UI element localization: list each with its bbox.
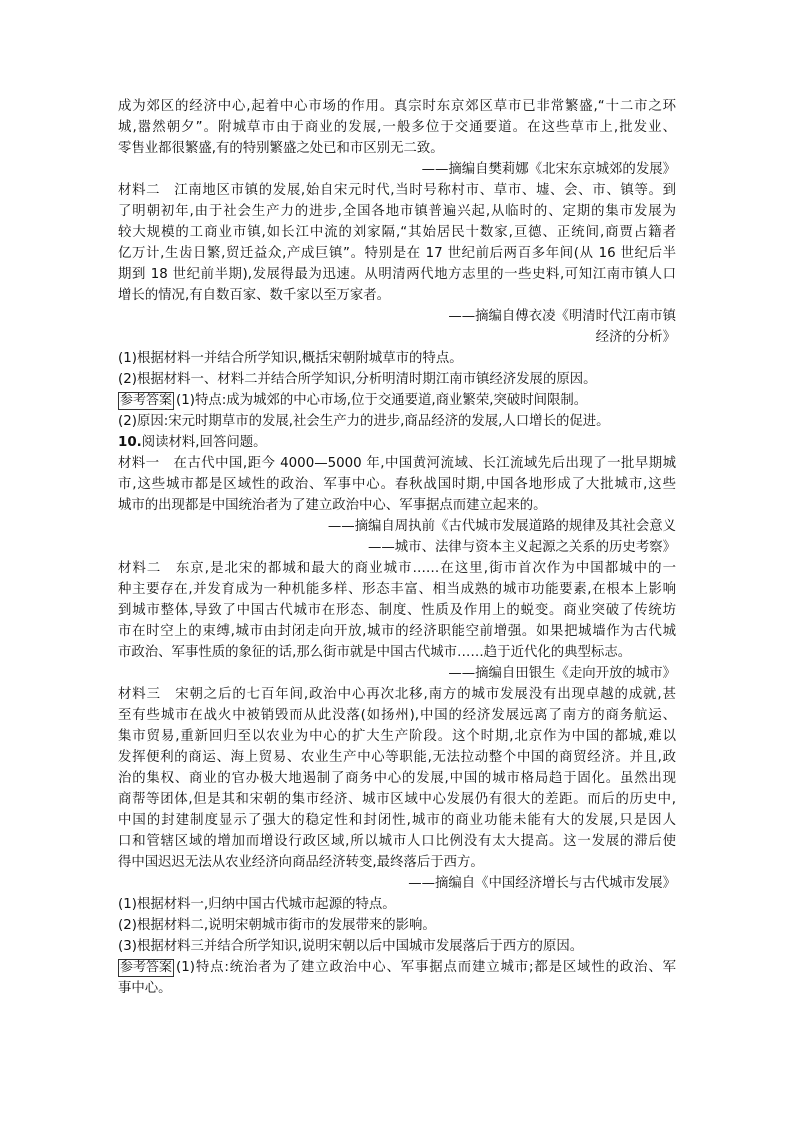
text-line — [118, 915, 676, 936]
text-line — [118, 579, 676, 600]
line-text: 零售业都很繁盛,有的特别繁盛之处已和市区别无二致。 — [118, 141, 444, 156]
text-line — [118, 537, 676, 558]
text-line — [118, 348, 676, 369]
question-heading — [118, 432, 676, 453]
text-line — [118, 831, 676, 852]
line-text: 种主要存在,并发育成为一种机能多样、形态丰富、相当成熟的城市功能要素,在根本上影响 — [118, 582, 676, 597]
text-line — [118, 747, 676, 768]
text-line — [118, 180, 676, 201]
text-line — [118, 516, 676, 537]
text-line — [118, 663, 676, 684]
text-line — [118, 285, 676, 306]
text-line — [118, 936, 676, 957]
text-line — [118, 117, 676, 138]
text-line — [118, 768, 676, 789]
text-line — [118, 201, 676, 222]
text-line — [118, 411, 676, 432]
text-line — [118, 306, 676, 327]
answer-line — [118, 390, 676, 411]
text-line — [118, 96, 676, 117]
line-text: ——摘编自傅衣凌《明清时代江南市镇 — [448, 309, 676, 324]
line-text: 城,嚣然朝夕”。附城草市由于商业的发展,一般多位于交通要道。在这些草市上,批发业、 — [118, 120, 676, 135]
text-line — [118, 978, 676, 999]
line-text: 亿万计,生齿日繁,贸迁益众,产成巨镇”。特别是在 17 世纪前后两百多年间(从 16 世纪后半 — [118, 246, 676, 261]
text-line — [118, 621, 676, 642]
line-text: (3)根据材料三并结合所学知识,说明宋朝以后中国城市发展落后于西方的原因。 — [118, 939, 584, 954]
line-text: ——摘编自田银生《走向开放的城市》 — [448, 666, 676, 681]
text-line — [118, 327, 676, 348]
document-page — [118, 96, 676, 999]
text-line — [118, 726, 676, 747]
line-text: (2)原因:宋元时期草市的发展,社会生产力的进步,商品经济的发展,人口增长的促进。 — [118, 414, 610, 429]
line-text: 市,这些城市都是区域性的政治、军事中心。春秋战国时期,中国各地形成了大批城市,这些 — [118, 477, 676, 492]
line-text: (1)根据材料一,归纳中国古代城市起源的特点。 — [118, 897, 396, 912]
text-line — [118, 789, 676, 810]
text-line — [118, 558, 676, 579]
line-text: 得中国迟迟无法从农业经济向商品经济转变,最终落后于西方。 — [118, 855, 484, 870]
text-line — [118, 810, 676, 831]
line-text: 商帮等团体,但是其和宋朝的集市经济、城市区域中心发展仍有很大的差距。而后的历史中, — [118, 792, 676, 807]
line-text: 口和管辖区域的增加而增设行政区域,所以城市人口比例没有太大提高。这一发展的滞后使 — [118, 834, 676, 849]
text-line — [118, 684, 676, 705]
line-text: 治的集权、商业的官办极大地遏制了商务中心的发展,中国的城市格局趋于固化。虽然出现 — [118, 771, 676, 786]
text-line — [118, 138, 676, 159]
text-line — [118, 642, 676, 663]
line-text: 阅读材料,回答问题。 — [141, 435, 267, 450]
text-line — [118, 600, 676, 621]
line-text: ——摘编自周执前《古代城市发展道路的规律及其社会意义 — [327, 519, 676, 534]
line-text: (2)根据材料一、材料二并结合所学知识,分析明清时期江南市镇经济发展的原因。 — [118, 372, 597, 387]
line-text: 材料一 在古代中国,距今 4000—5000 年,中国黄河流域、长江流域先后出现了一批早期城 — [118, 456, 676, 471]
line-text: 了明朝初年,由于社会生产力的进步,全国各地市镇普遍兴起,从临时的、定期的集市发展为 — [118, 204, 676, 219]
line-text: 事中心。 — [118, 981, 172, 996]
text-line — [118, 474, 676, 495]
line-text: 中国的封建制度显示了强大的稳定性和封闭性,城市的商业功能未能有大的发展,只是因人 — [118, 813, 676, 828]
line-text: (1)特点:成为城郊的中心市场,位于交通要道,商业繁荣,突破时间限制。 — [176, 393, 588, 408]
text-line — [118, 705, 676, 726]
line-text: 成为郊区的经济中心,起着中心市场的作用。真宗时东京郊区草市已非常繁盛,“十二市之环 — [118, 99, 676, 114]
line-text: 材料二 江南地区市镇的发展,始自宋元时代,当时号称村市、草市、墟、会、市、镇等。到 — [118, 183, 676, 198]
line-text: ——城市、法律与资本主义起源之关系的历史考察》 — [368, 540, 676, 555]
line-text: 到城市整体,导致了中国古代城市在形态、制度、性质及作用上的蜕变。商业突破了传统坊 — [118, 603, 676, 618]
line-text: 期到 18 世纪前半期),发展得最为迅速。从明清两代地方志里的一些史料,可知江南市镇人口 — [118, 267, 676, 282]
line-text: 较大规模的工商业市镇,如长江中流的刘家隔,“其始居民十数家,亘德、正统间,商贾占籍者 — [118, 225, 676, 240]
line-text: 集市贸易,重新回归至以农业为中心的扩大生产阶段。这个时期,北京作为中国的都城,难以 — [118, 729, 676, 744]
line-text: (1)特点:统治者为了建立政治中心、军事据点而建立城市;都是区域性的政治、军 — [176, 960, 676, 975]
text-line — [118, 159, 676, 180]
line-text: ——摘编自樊莉娜《北宋东京城郊的发展》 — [421, 162, 676, 177]
answer-label-box: 参考答案 — [120, 393, 173, 408]
question-number: 10. — [118, 435, 142, 450]
line-text: 市政治、军事性质的象征的话,那么街市就是中国古代城市……趋于近代化的典型标志。 — [118, 645, 632, 660]
line-text: 发挥便利的商运、海上贸易、农业生产中心等职能,无法拉动整个中国的商贸经济。并且,政 — [118, 750, 676, 765]
text-line — [118, 264, 676, 285]
line-text: 材料三 宋朝之后的七百年间,政治中心再次北移,南方的城市发展没有出现卓越的成就,甚 — [118, 687, 676, 702]
line-text: 城市的出现都是中国统治者为了建立政治中心、军事据点而建立起来的。 — [118, 498, 547, 513]
line-text: 材料二 东京,是北宋的都城和最大的商业城市……在这里,街市首次作为中国都城中的一 — [118, 561, 676, 576]
text-line — [118, 453, 676, 474]
line-text: 至有些城市在战火中被销毁而从此没落(如扬州),中国的经济发展远离了南方的商务航运、 — [118, 708, 676, 723]
text-line — [118, 222, 676, 243]
text-line — [118, 852, 676, 873]
text-line — [118, 243, 676, 264]
answer-line — [118, 957, 676, 978]
line-text: 经济的分析》 — [595, 330, 676, 345]
line-text: (2)根据材料二,说明宋朝城市街市的发展带来的影响。 — [118, 918, 436, 933]
answer-label-box: 参考答案 — [120, 960, 173, 975]
text-line — [118, 495, 676, 516]
line-text: (1)根据材料一并结合所学知识,概括宋朝附城草市的特点。 — [118, 351, 463, 366]
line-text: 市在时空上的束缚,城市由封闭走向开放,城市的经济职能空前增强。如果把城墙作为古代城 — [118, 624, 676, 639]
line-text: 增长的情况,有自数百家、数千家以至万家者。 — [118, 288, 391, 303]
text-line — [118, 369, 676, 390]
text-line — [118, 894, 676, 915]
line-text: ——摘编自《中国经济增长与古代城市发展》 — [408, 876, 676, 891]
text-line — [118, 873, 676, 894]
